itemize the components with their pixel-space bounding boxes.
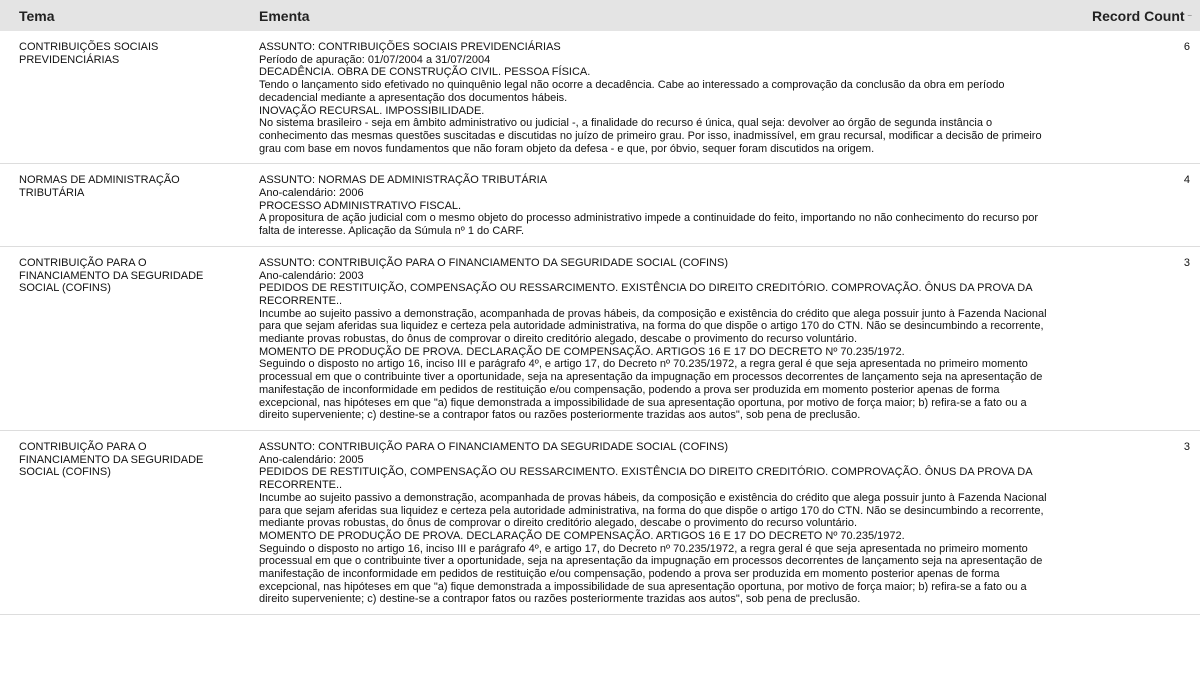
cell-tema: NORMAS DE ADMINISTRAÇÃO TRIBUTÁRIA — [19, 174, 180, 200]
ementa-line: ASSUNTO: CONTRIBUIÇÃO PARA O FINANCIAMENTO DA SEGURIDADE SOCIAL (COFINS) — [259, 440, 728, 453]
ementa-line: MOMENTO DE PRODUÇÃO DE PROVA. DECLARAÇÃO DE COMPENSAÇÃO. ARTIGOS 16 E 17 DO DECRETO Nº 70.235/1972. — [259, 345, 905, 358]
ementa-line: PEDIDOS DE RESTITUIÇÃO, COMPENSAÇÃO OU RESSARCIMENTO. EXISTÊNCIA DO DIREITO CREDITÓRIO. COMPROVAÇÃO. ÔNUS DA PROVA DA RECORRENTE.. — [259, 466, 1032, 492]
ementa-line: INOVAÇÃO RECURSAL. IMPOSSIBILIDADE. — [259, 104, 485, 117]
table-row[interactable] — [0, 431, 1200, 615]
ementa-line: ASSUNTO: CONTRIBUIÇÕES SOCIAIS PREVIDENCIÁRIAS — [259, 41, 561, 53]
cell-ementa — [241, 431, 1059, 614]
ementa-line: Tendo o lançamento sido efetivado no quinquênio legal não ocorre a decadência. Cabe ao interessado a comprovação da conclusão da obra em período decadencial mediante a apresentação dos documentos hábeis. — [259, 79, 1005, 104]
ementa-line: ASSUNTO: CONTRIBUIÇÃO PARA O FINANCIAMENTO DA SEGURIDADE SOCIAL (COFINS) — [259, 256, 728, 269]
ementa-line: Ano-calendário: 2006 — [259, 187, 364, 200]
sort-icon[interactable]: – — [1187, 11, 1192, 21]
ementa-line: Ano-calendário: 2005 — [259, 453, 364, 466]
cell-ementa — [241, 247, 1059, 430]
column-header-ementa[interactable]: Ementa — [259, 7, 310, 24]
ementa-line: Incumbe ao sujeito passivo a demonstração, acompanhada de provas hábeis, da composição e existência do crédito que alega possuir junto à Fazenda Nacional para que sejam aferidas sua liquidez e certeza pela autoridade administrativa, na forma do que dispõe o artigo 170 do CTN. Não se desincumbindo a recorrente, mediante provas robustas, do ônus de comprovar o direito creditório alegado, descabe o provimento do recurso voluntário. — [259, 307, 1047, 346]
cell-record-count: 3 — [1183, 256, 1190, 269]
ementa-line: Seguindo o disposto no artigo 16, inciso III e parágrafo 4º, e artigo 17, do Decreto nº 70.235/1972, a regra geral é que seja apresentada no primeiro momento processual em que o contribuinte tiver a oportunidade, seja na apresentação da impugnação em processos decorrentes de lançamento seja na apresentação de manifestação de inconformidade em pedidos de restituição e/ou compensação, podendo a prova ser produzida em momento posterior apenas de forma excepcional, nas hipóteses em que "a) fique demonstrada a impossibilidade de sua apresentação oportuna, por motivo de força maior; b) refira-se a fato ou a direito superveniente; c) destine-se a contrapor fatos ou razões posteriormente trazidas aos autos", sob pena de preclusão. — [259, 542, 1043, 606]
table-row[interactable] — [0, 247, 1200, 431]
ementa-line: PROCESSO ADMINISTRATIVO FISCAL. — [259, 199, 462, 212]
ementa-line: Período de apuração: 01/07/2004 a 31/07/2004 — [259, 53, 491, 66]
ementa-line: Ano-calendário: 2003 — [259, 269, 364, 282]
cell-ementa — [241, 164, 1059, 246]
table-row[interactable] — [0, 164, 1200, 247]
ementa-line: No sistema brasileiro - seja em âmbito administrativo ou judicial -, a finalidade do recurso é única, qual seja: devolver ao órgão de segunda instância o conhecimento das mesmas questões suscitadas e discutidas no juízo de primeiro grau. Por isso, inadmissível, em grau recursal, modificar a decisão de primeiro grau com base em novos fundamentos que não foram objeto da defesa - e que, por óbvio, sequer foram discutidos na origem. — [259, 117, 1042, 155]
cell-tema: CONTRIBUIÇÕES SOCIAIS PREVIDENCIÁRIAS — [19, 41, 159, 66]
ementa-line: DECADÊNCIA. OBRA DE CONSTRUÇÃO CIVIL. PESSOA FÍSICA. — [259, 66, 591, 79]
cell-record-count: 4 — [1183, 174, 1190, 187]
cell-ementa — [241, 31, 1059, 163]
cell-record-count: 6 — [1183, 41, 1190, 53]
ementa-line: A propositura de ação judicial com o mesmo objeto do processo administrativo impede a continuidade do feito, importando no não conhecimento do recurso por falta de interesse. Aplicação da Súmula nº 1 do CARF. — [259, 212, 1039, 238]
ementa-line: PEDIDOS DE RESTITUIÇÃO, COMPENSAÇÃO OU RESSARCIMENTO. EXISTÊNCIA DO DIREITO CREDITÓRIO. COMPROVAÇÃO. ÔNUS DA PROVA DA RECORRENTE.. — [259, 282, 1032, 307]
ementa-line: Seguindo o disposto no artigo 16, inciso III e parágrafo 4º, e artigo 17, do Decreto nº 70.235/1972, a regra geral é que seja apresentada no primeiro momento processual em que o contribuinte tiver a oportunidade, seja na apresentação da impugnação em processos decorrentes de lançamento seja na apresentação de manifestação de inconformidade em pedidos de restituição e/ou compensação, podendo a prova ser produzida em momento posterior apenas de forma excepcional, nas hipóteses em que "a) fique demonstrada a impossibilidade de sua apresentação oportuna, por motivo de força maior; b) refira-se a fato ou a direito superveniente; c) destine-se a contrapor fatos ou razões posteriormente trazidas aos autos", sob pena de preclusão. — [259, 358, 1043, 422]
column-header-record-count[interactable] — [1041, 8, 1200, 24]
column-header-tema[interactable]: Tema — [19, 7, 55, 24]
ementa-line: ASSUNTO: NORMAS DE ADMINISTRAÇÃO TRIBUTÁRIA — [259, 174, 548, 187]
table-body — [0, 31, 1200, 615]
ementa-line: MOMENTO DE PRODUÇÃO DE PROVA. DECLARAÇÃO DE COMPENSAÇÃO. ARTIGOS 16 E 17 DO DECRETO Nº 70.235/1972. — [259, 529, 905, 542]
cell-record-count: 3 — [1183, 440, 1190, 453]
cell-tema: CONTRIBUIÇÃO PARA O FINANCIAMENTO DA SEGURIDADE SOCIAL (COFINS) — [19, 440, 204, 479]
cell-tema: CONTRIBUIÇÃO PARA O FINANCIAMENTO DA SEGURIDADE SOCIAL (COFINS) — [19, 256, 204, 295]
table-header — [0, 0, 1200, 31]
ementa-line: Incumbe ao sujeito passivo a demonstração, acompanhada de provas hábeis, da composição e existência do crédito que alega possuir junto à Fazenda Nacional para que sejam aferidas sua liquidez e certeza pela autoridade administrativa, na forma do que dispõe o artigo 170 do CTN. Não se desincumbindo a recorrente, mediante provas robustas, do ônus de comprovar o direito creditório alegado, descabe o provimento do recurso voluntário. — [259, 491, 1047, 530]
column-header-record-count-label: Record Count — [1091, 7, 1185, 24]
table-row[interactable] — [0, 31, 1200, 164]
